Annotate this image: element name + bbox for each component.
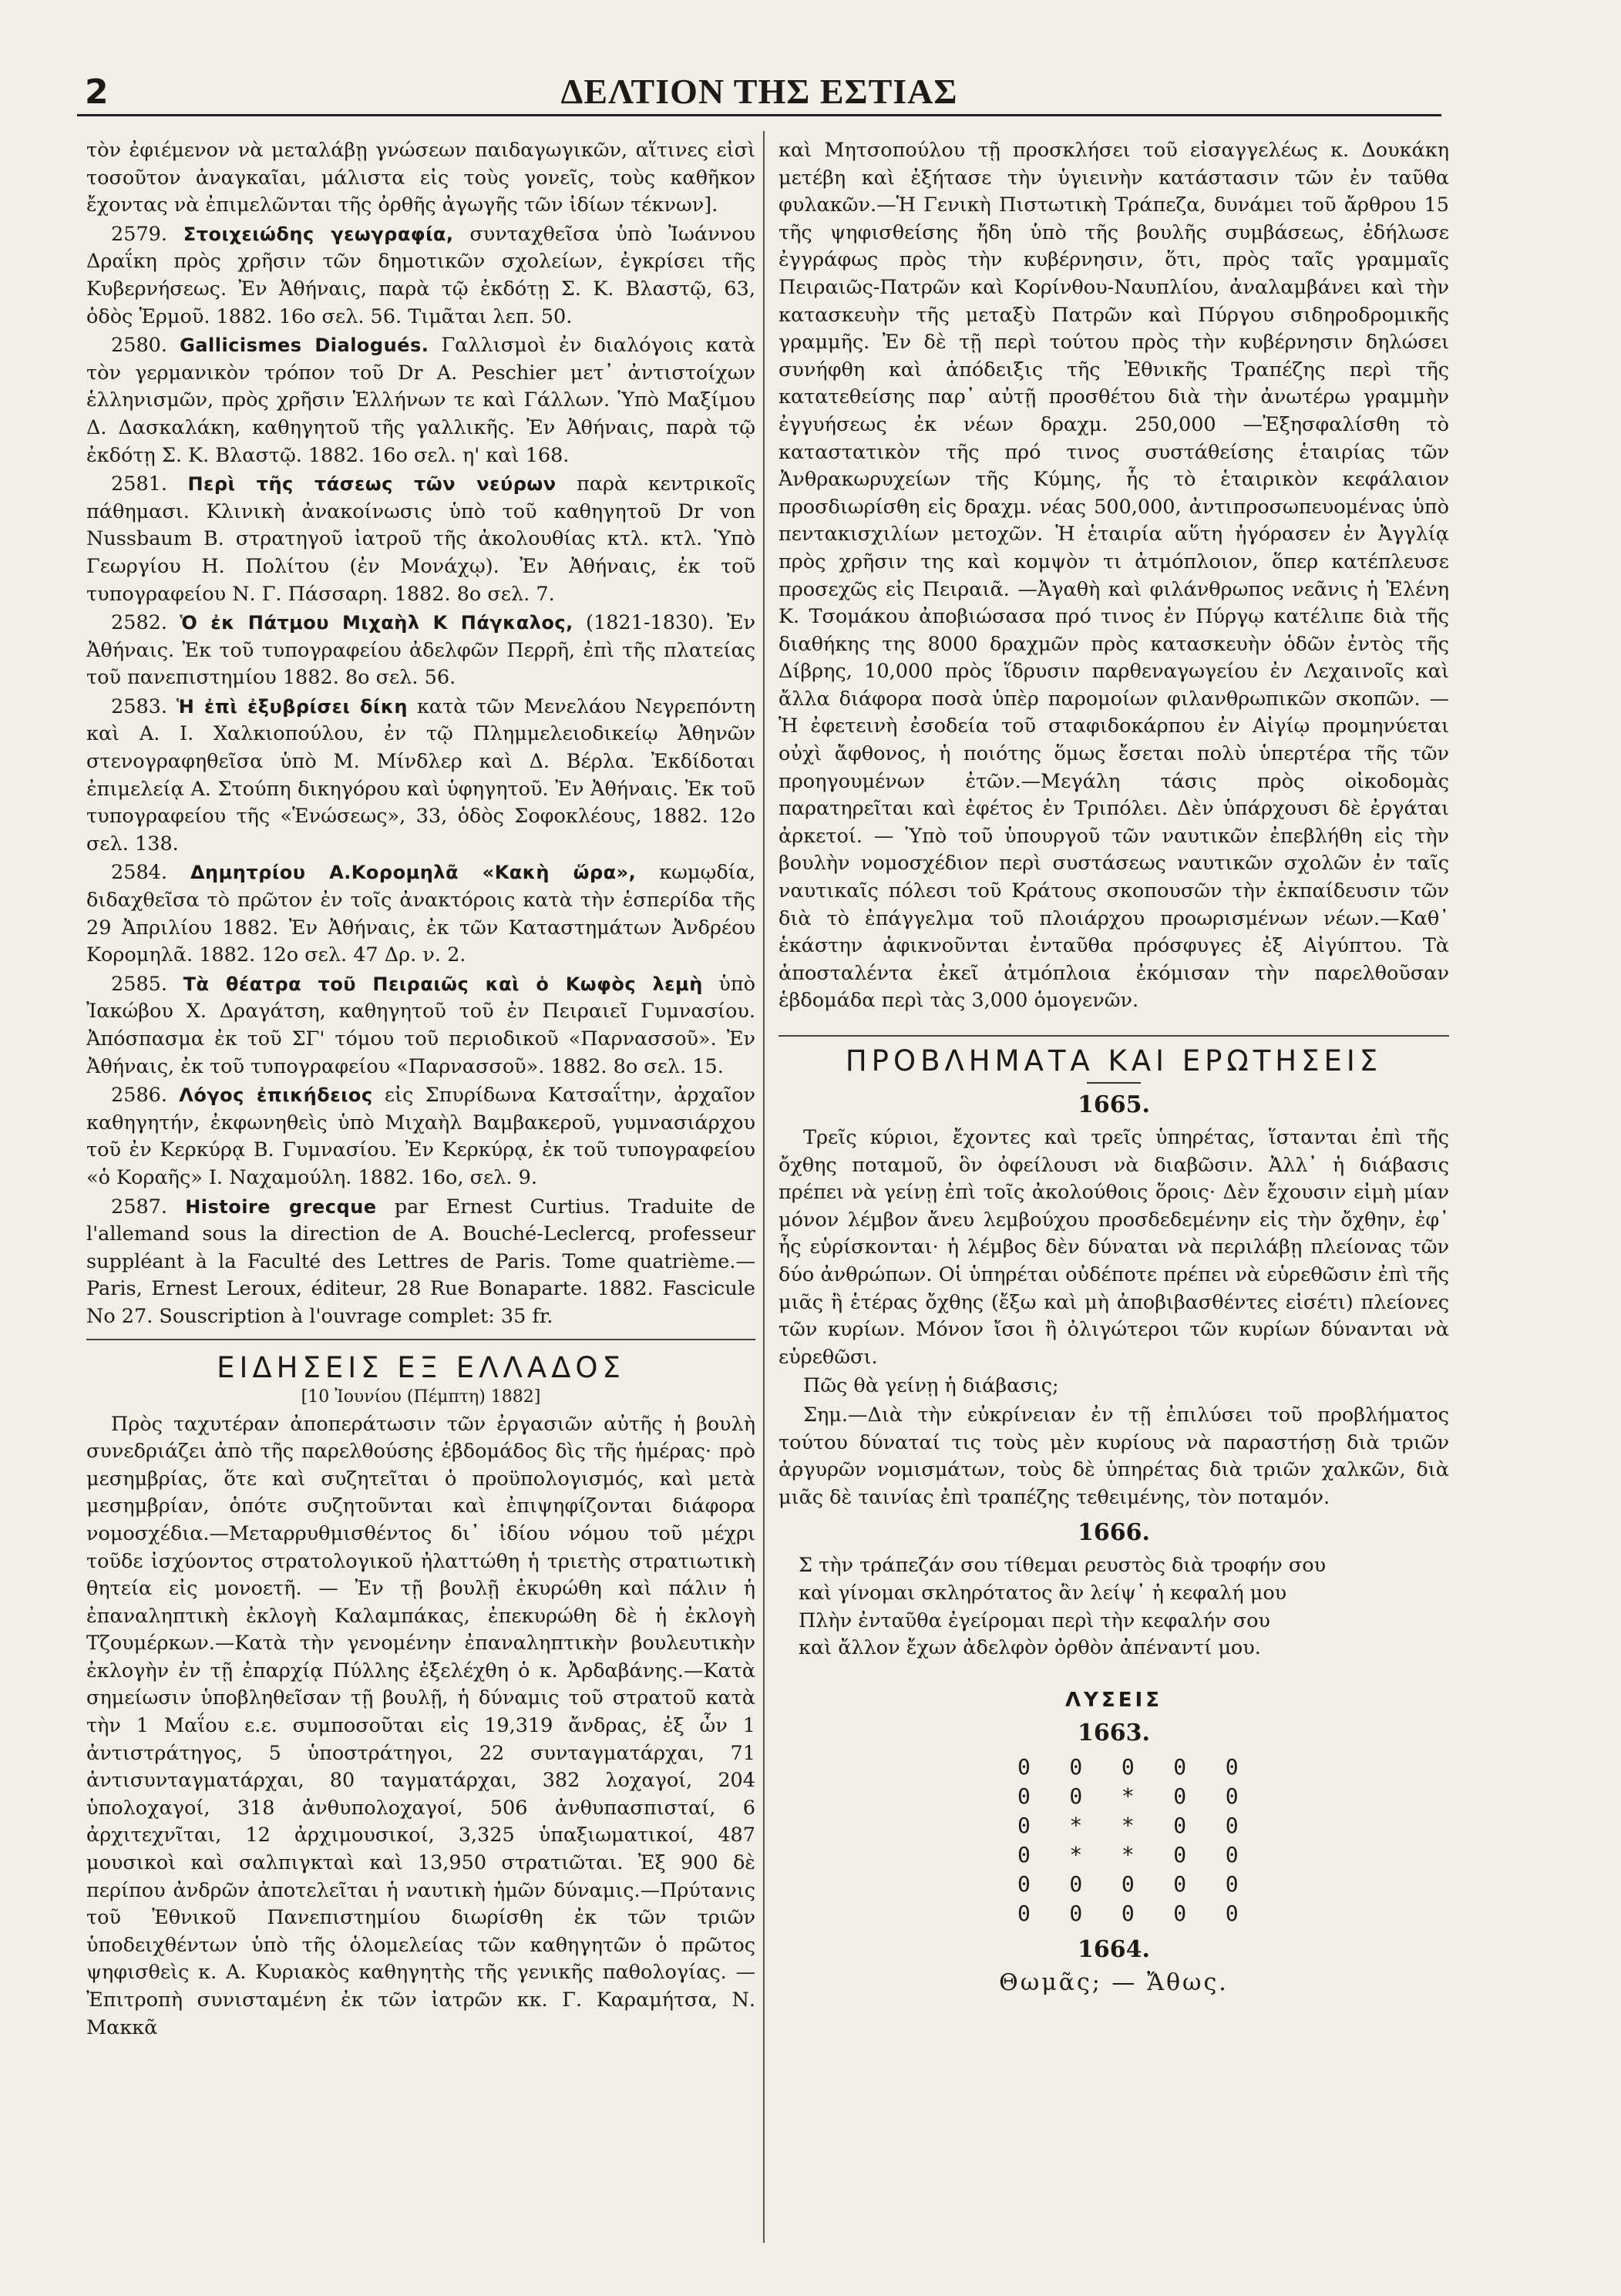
problem-number: 1665. <box>1078 1091 1150 1118</box>
entry-number: 2584. <box>111 861 168 885</box>
entry-title: Histoire grecque <box>185 1195 377 1218</box>
problem-note: Σημ.—Διὰ τὴν εὐκρίνειαν ἐν τῇ ἐπιλύσει τοῦ προβλήματος τούτου δύναταί τις τοὺς μὲν κυρίους νὰ παραστήσῃ διὰ τριῶν ἀργυρῶν νομισμάτων, τοὺς δὲ ὑπηρέτας διὰ τριῶν χαλκῶν, διὰ μιᾶς δὲ ταινίας ἐπὶ τραπέζης τεθειμένης, τὸν ποταμόν. <box>779 1403 1449 1509</box>
solution-number: 1663. <box>1078 1719 1150 1746</box>
news-text: Πρὸς ταχυτέραν ἀποπεράτωσιν τῶν ἐργασιῶν αὐτῆς ἡ βουλὴ συνεδριάζει ἀπὸ τῆς παρελθούσης ἑβδομάδος δὶς τῆς ἡμέρας· πρὸ μεσημβρίας, ὅτε καὶ συζητεῖται ὁ προϋπολογισμός, καὶ μετὰ μεσημβρίαν, ὁπότε συζητοῦνται καὶ ἐπιψηφίζονται διάφορα νομοσχέδια.—Μεταρρυθμισθέντος δι᾽ ἰδίου νόμου τοῦ μέχρι τοῦδε ἰσχύοντος στρατολογικοῦ ἠλαττώθη ἡ τριετὴς στρατιωτικὴ θητεία εἰς μονοετῆ. — Ἐν τῇ βουλῇ ἐκυρώθη καὶ πάλιν ἡ ἐπαναληπτικὴ ἐκλογὴ Καλαμπάκας, ἐπεκυρώθη δὲ ἡ ἐκλογὴ Τζουμέρκων.—Κατὰ τὴν γενομένην ἐπαναληπτικὴν βουλευτικὴν ἐκλογὴν ἐν τῇ ἐπαρχίᾳ Πύλλης ἐξελέχθη ὁ κ. Ἀρδαβάνης.—Κατὰ σημείωσιν ὑποβληθεῖσαν τῇ βουλῇ, ἡ δύναμις τοῦ στρατοῦ κατὰ τὴν 1 Μαΐου ε.ε. συμποσοῦται εἰς 19,319 ἄνδρας, ἐξ ὧν 1 ἀντιστράτηγος, 5 ὑποστράτηγοι, 22 συνταγματάρχαι, 71 ἀντισυνταγματάρχαι, 80 ταγματάρχαι, 382 λοχαγοί, 204 ὑπολοχαγοί, 318 ἀνθυπολοχαγοί, 506 ἀνθυπασπισταί, 6 ἀρχιτεχνῖται, 12 ἀρχιμουσικοί, 3,325 ὑπαξιωματικοί, 487 μουσικοὶ καὶ σαλπιγκταὶ καὶ 13,950 στρατιῶται. Ἐξ 900 δὲ περίπου ἀνδρῶν ἀποτελεῖται ἡ ναυτικὴ ἡμῶν δύναμις.—Πρύτανις τοῦ Ἐθνικοῦ Πανεπιστημίου διωρίσθη ἐκ τῶν τριῶν ὑποδειχθέντων ὑπὸ τῆς ὁλομελείας τῶν καθηγητῶν ὁ πρῶτος ψηφισθεὶς κ. Α. Κυριακὸς καθηγητὴς τῆς γενικῆς παθολογίας. — Ἐπιτροπὴ συνισταμένη ἐκ τῶν ἰατρῶν κκ. Γ. Καραμήτσα, Ν. Μακκᾶ <box>86 1412 755 2039</box>
entry-text: κωμῳδία, διδαχθεῖσα τὸ πρῶτον ἐν τοῖς ἀνακτόροις κατὰ τὴν ἑσπερίδα τῆς 29 Ἀπριλίου 1882. Ἐν Ἀθήναις, ἐκ τῶν Καταστημάτων Ἀνδρέου Κορομηλᾶ. 1882. 12ο σελ. 47 Δρ. ν. 2. <box>86 861 755 967</box>
bibliography-entry <box>86 971 755 1081</box>
section-divider <box>779 1035 1449 1037</box>
entry-text: Γαλλισμοὶ ἐν διαλόγοις κατὰ τὸν γερμανικὸν τρόπον τοῦ Dr A. Peschier μετ᾽ ἀντιστοίχων ἑλληνισμῶν, πρὸς χρῆσιν Ἑλλήνων τε καὶ Γάλλων. Ὑπὸ Μαξίμου Δ. Δασκαλάκη, καθηγητοῦ τῆς γαλλικῆς. Ἐν Ἀθήναις, παρὰ τῷ ἐκδότῃ Σ. Κ. Βλαστῷ. 1882. 16ο σελ. η' καὶ 168. <box>86 334 755 467</box>
running-head <box>77 71 1441 116</box>
verse-line: Σ τὴν τράπεζάν σου τίθεμαι ρευστὸς διὰ τροφήν σου <box>799 1554 1327 1578</box>
entry-text: par Ernest Curtius. Traduite de l'allemand sous la direction de A. Bouché-Leclercq, professeur suppléant à la Faculté des Lettres de Paris. Tome quatrième.—Paris, Ernest Leroux, éditeur, 28 Rue Bonaparte. 1882. Fascicule No 27. Souscription à l'ouvrage complet: 35 fr. <box>86 1195 755 1328</box>
grid-row: 0 0 0 0 0 <box>1017 1753 1239 1780</box>
entry-text: εἰς Σπυρίδωνα Κατσαΐτην, ἀρχαῖον καθηγητήν, ἐκφωνηθεὶς ὑπὸ Μιχαὴλ Βαμβακεροῦ, γυμνασιάρχου τοῦ ἐν Κερκύρᾳ Β. Γυμνασίου. Ἐν Κερκύρᾳ, ἐκ τοῦ τυπογραφείου «ὁ Κοραῆς» Ι. Ναχαμούλη. 1882. 16ο, σελ. 9. <box>86 1084 755 1189</box>
entry-text: συνταχθεῖσα ὑπὸ Ἰωάννου Δραΐκη πρὸς χρῆσιν τῶν δημοτικῶν σχολείων, ἐγκρίσει τῆς Κυβερνήσεως. Ἐν Ἀθήναις, παρὰ τῷ ἐκδότῃ Σ. Κ. Βλαστῷ, 63, ὁδὸς Ἑρμοῦ. 1882. 16ο σελ. 56. Τιμᾶται λεπ. 50. <box>86 222 755 328</box>
entry-text: (1821-1830). Ἐν Ἀθήναις. Ἐκ τοῦ τυπογραφείου ἀδελφῶν Περρῆ, ἐπὶ τῆς πλατείας τοῦ πανεπιστημίου 1882. 8ο σελ. 56. <box>86 611 755 690</box>
entry-title: Δημητρίου Α.Κορομηλᾶ «Κακὴ ὥρα», <box>190 862 637 884</box>
masthead: ΔΕΛΤΙΟΝ ΤΗΣ ΕΣΤΙΑΣ <box>560 72 958 111</box>
entry-title: Περὶ τῆς τάσεως τῶν νεύρων <box>187 473 557 496</box>
grid-row: 0 0 0 0 0 <box>1017 1871 1239 1897</box>
bibliography-entry <box>86 859 755 969</box>
solution-number: 1664. <box>1078 1935 1150 1963</box>
solutions-heading: ΛΥΣΕΙΣ <box>1065 1688 1162 1712</box>
entry-number: 2585. <box>111 972 168 996</box>
riddle-verse <box>779 1552 1449 1662</box>
grid-row: 0 0 0 0 0 <box>1017 1900 1239 1926</box>
entry-number: 2582. <box>111 611 168 635</box>
grid-row: 0 0 * 0 0 <box>1017 1783 1239 1809</box>
news-text-continued: καὶ Μητσοπούλου τῇ προσκλήσει τοῦ εἰσαγγελέως κ. Δουκάκη μετέβη καὶ ἐξήτασε τὴν ὑγιεινὴν κατάστασιν τῶν ἐν ταῦθα φυλακῶν.—Ἡ Γενικὴ Πιστωτικὴ Τράπεζα, δυνάμει τοῦ ἄρθρου 15 τῆς ψηφισθείσης ἤδη ὑπὸ τῆς βουλῆς συμβάσεως, ἐδήλωσε ἐγγράφως πρὸς τὴν κυβέρνησιν, ὅτι, πρὸς ταῖς γραμμαῖς Πειραιῶς-Πατρῶν καὶ Κορίνθου-Ναυπλίου, ἀναλαμβάνει καὶ τὴν κατασκευὴν τῆς μεταξὺ Πατρῶν καὶ Πύργου σιδηροδρομικῆς γραμμῆς. Ἐν δὲ τῇ περὶ τούτου πρὸς τὴν κυβέρνησιν δηλώσει συνήφθη καὶ ἀπόδειξις τῆς Ἐθνικῆς Τραπέζης περὶ τῆς κατατεθείσης παρ᾽ αὐτῇ προσθέτου διὰ τὴν ἀνωτέρω γραμμὴν ἐγγυήσεως ἐκ νέων δραχμ. 250,000 —Ἐξησφαλίσθη τὸ καταστατικὸν τῆς πρό τινος συστάθείσης ἑταιρίας τῶν Ἀνθρακωρυχείων τῆς Κύμης, ἧς τὸ ἑταιρικὸν κεφάλαιον προσδιωρίσθη εἰς δραχμ. νέας 500,000, ἀντιπροσωπευομένας ὑπὸ πεντακισχιλίων μετοχῶν. Ἡ ἑταιρία αὕτη ἠγόρασεν ἐν Ἀγγλίᾳ πρὸς χρῆσιν της καὶ κομψὸν τι ἀτμόπλοιον, ὅπερ κατέπλευσε προσεχῶς εἰς Πειραιᾶ. —Ἀγαθὴ καὶ φιλάνθρωπος νεᾶνις ἡ Ἑλένη Κ. Τσομάκου ἀποβιώσασα πρό τινος ἐν Πύργῳ κατέλιπε διὰ τῆς διαθήκης της 8000 δραχμῶν πρὸς κατασκευὴν ὁδῶν ἐντὸς τῆς Δίβρης, 10,000 πρὸς ἵδρυσιν παρθεναγωγείου ἐν Λεχαινοῖς καὶ ἄλλα διάφορα ποσὰ ὑπὲρ παρομοίων φιλανθρωπικῶν σκοπῶν. — Ἡ ἐφετεινὴ ἐσοδεία τοῦ σταφιδοκάρπου ἐν Αἰγίῳ προμηνύεται οὐχὶ ἄφθονος, ἡ ποιότης ὅμως ἔσεται πολὺ ὑπερτέρα τῆς τῶν προηγουμένων ἐτῶν.—Μεγάλη τάσις πρὸς οἰκοδομὰς παρατηρεῖται καὶ ἐφέτος ἐν Τριπόλει. Δὲν ὑπάρχουσι δὲ ἐργάται ἀρκετοί. — Ὑπὸ τοῦ ὑπουργοῦ τῶν ναυτικῶν ἐπεβλήθη εἰς τὴν βουλὴν νομοσχέδιον περὶ συστάσεως ναυτικῶν σχολῶν ἐν ταῖς ναυτικαῖς πόλεσι τοῦ Κράτους σκοπουσῶν τὴν ἐκπαίδευσιν τῶν διὰ τὸ ἐπάγγελμα τοῦ πλοιάρχου προωρισμένων νέων.—Καθ᾽ ἑκάστην ἀφικνοῦνται ἐνταῦθα πρόσφυγες ἐξ Αἰγύπτου. Τὰ ἀποσταλέντα ἐκεῖ ἀτμόπλοια ἐκόμισαν τὴν παρελθοῦσαν ἑβδομάδα περὶ τὰς 3,000 ὁμογενῶν. <box>779 139 1449 1013</box>
problem-question: Πῶς θὰ γείνῃ ἡ διάβασις; <box>803 1374 1059 1398</box>
entry-title: Στοιχειώδης γεωγραφία, <box>183 223 454 245</box>
entry-text: παρὰ κεντρικοῖς πάθημασι. Κλινικὴ ἀνακοίνωσις ὑπὸ τοῦ καθηγητοῦ Dr von Nussbaum Β. στρατηγοῦ ἰατροῦ τῆς ἀκολουθίας κτλ. κτλ. Ὑπὸ Γεωργίου Η. Πολίτου (ἐν Μονάχῳ). Ἐν Ἀθήναις, ἐκ τοῦ τυπογραφείου Ν. Γ. Πάσσαρη. 1882. 8ο σελ. 7. <box>86 472 755 606</box>
verse-line: καὶ ἄλλον ἔχων ἀδελφὸν ὀρθὸν ἀπέναντί μου. <box>799 1636 1261 1660</box>
right-column <box>779 137 1449 2242</box>
entry-title: Λόγος ἐπικήδειος <box>179 1084 373 1107</box>
solution-grid <box>1017 1753 1449 1928</box>
news-section-heading: ΕΙΔΗΣΕΙΣ ΕΞ ΕΛΛΑΔΟΣ <box>86 1339 755 1384</box>
news-dateline: [10 Ἰουνίου (Πέμπτη) 1882] <box>301 1387 541 1407</box>
entry-text: κατὰ τῶν Μενελάου Νεγρεπόντη καὶ Α. Ι. Χαλκιοπούλου, ἐν τῷ Πλημμελειοδικείῳ Ἀθηνῶν στενογραφηθεῖσα ὑπὸ Μ. Μίνδλερ καὶ Δ. Βέρλα. Ἐκδίδοται ἐπιμελείᾳ Α. Στούπη δικηγόρου καὶ ὑφηγητοῦ. Ἐν Ἀθήναις. Ἐκ τοῦ τυπογραφείου τῆς «Ἑνώσεως», 33, ὁδὸς Σοφοκλέους, 1882. 12ο σελ. 138. <box>86 694 755 856</box>
entry-number: 2586. <box>111 1084 168 1108</box>
verse-line: καὶ γίνομαι σκληρότατος ἂν λείψ᾽ ἡ κεφαλή μου <box>799 1581 1287 1605</box>
bibliography-entry <box>86 221 755 331</box>
bibliography-entry <box>86 1082 755 1192</box>
entry-title: Gallicismes Dialogués. <box>180 334 429 357</box>
verse-line: Πλὴν ἐνταῦθα ἐγείρομαι περὶ τὴν κεφαλήν σου <box>799 1609 1270 1632</box>
problem-number: 1666. <box>1078 1519 1150 1547</box>
bibliography-entry <box>86 694 755 859</box>
grid-row: 0 * * 0 0 <box>1017 1812 1239 1838</box>
entry-number: 2581. <box>111 472 168 496</box>
left-column <box>86 137 755 2242</box>
entry-number: 2583. <box>111 694 168 718</box>
entry-title: Τὰ θέατρα τοῦ Πειραιῶς καὶ ὁ Κωφὸς λεμὴ <box>183 973 703 995</box>
entry-number: 2580. <box>111 334 168 358</box>
problems-section-heading: ΠΡΟΒΛΗΜΑΤΑ ΚΑΙ ΕΡΩΤΗΣΕΙΣ <box>845 1044 1383 1077</box>
bibliography-entry <box>86 1194 755 1331</box>
column-divider <box>763 131 765 2243</box>
bibliography-entry: τὸν ἐφιέμενον νὰ μεταλάβῃ γνώσεων παιδαγωγικῶν, αἵτινες εἰσὶ τοσοῦτον ἀναγκαῖαι, μάλιστα εἰς τοὺς γονεῖς, τοὺς καθῆκον ἔχοντας νὰ ἐπιμελῶνται τῆς ὀρθῆς ἀγωγῆς τῶν ἰδίων τέκνων]. <box>86 139 755 217</box>
entry-number: 2579. <box>111 222 168 246</box>
short-rule <box>1087 1082 1141 1084</box>
page-number: 2 <box>85 72 109 112</box>
bibliography-entry <box>86 332 755 469</box>
bibliography-entry <box>86 610 755 692</box>
entry-title: Ὁ ἐκ Πάτμου Μιχαὴλ Κ Πάγκαλος, <box>180 612 573 634</box>
solution-answer: Θωμᾶς; — Ἄθως. <box>999 1968 1229 1996</box>
entry-title: Ἡ ἐπὶ ἐξυβρίσει δίκη <box>176 695 408 718</box>
entry-text: ὑπὸ Ἰακώβου Χ. Δραγάτση, καθηγητοῦ τοῦ ἐν Πειραιεῖ Γυμνασίου. Ἀπόσπασμα ἐκ τοῦ ΣΓ' τόμου τοῦ περιοδικοῦ «Παρνασσοῦ». Ἐν Ἀθήναις, ἐκ τοῦ τυπογραφείου «Παρνασσοῦ». 1882. 8ο σελ. 15. <box>86 972 755 1078</box>
entry-number: 2587. <box>111 1195 168 1219</box>
grid-row: 0 * * 0 0 <box>1017 1841 1239 1867</box>
problem-text: Τρεῖς κύριοι, ἔχοντες καὶ τρεῖς ὑπηρέτας, ἵστανται ἐπὶ τῆς ὄχθης ποταμοῦ, ὃν ὀφείλουσι νὰ διαβῶσιν. Ἀλλ᾽ ἡ διάβασις πρέπει νὰ γείνῃ ἐπὶ τοῖς ἀκολούθοις ὅροις· Δὲν ἔχουσιν εἰμὴ μίαν μόνον λέμβον ἄνευ λεμβούχου προσδεδεμένην εἰς τὴν ὄχθην, ἐφ᾽ ἧς εὑρίσκονται· ἡ λέμβος δὲν δύναται νὰ περιλάβῃ πλείονας τῶν δύο ἀνθρώπων. Οἱ ὑπηρέται οὐδέποτε πρέπει νὰ εὑρεθῶσιν ἐπὶ τῆς μιᾶς ἢ ἑτέρας ὄχθης (ἔξω καὶ μὴ ἀποβιβασθέντες εἰσέτι) πλείονες τῶν κυρίων. Μόνον ἴσοι ἢ ὀλιγώτεροι τῶν κυρίων δύνανται νὰ εὑρεθῶσι. <box>779 1126 1449 1369</box>
bibliography-entry <box>86 471 755 608</box>
